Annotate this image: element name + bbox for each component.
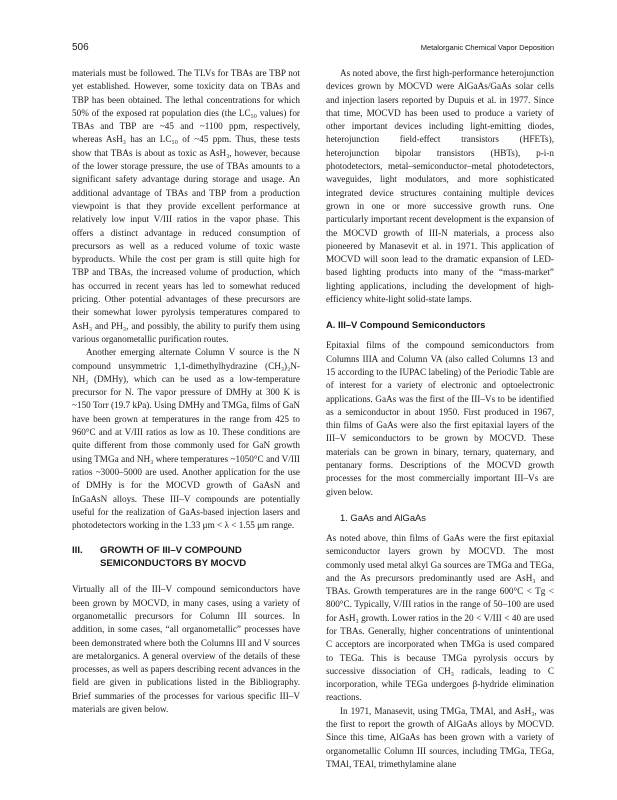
body-paragraph: Virtually all of the III–V compound semiconductors have been grown by MOCVD, in many cases, using a variety of organometallic precursors for Column III sources. In addition, in some cases, “all organometallic” processes have been demonstrated where both the Columns III and V sources are metalorganics. A general overview of the details of these processes, as well as papers describing recent advances in the field are given in publications listed in the Bibliography. Brief summaries of the processes for various specific III–V materials are given below. <box>72 584 300 715</box>
page-header <box>72 42 554 56</box>
body-paragraph: materials must be followed. The TLVs for TBAs are TBP not yet established. However, some toxicity data on TBAs and TBP has been obtained. The lethal concentrations for which 50% of the exposed rat population dies (the LC₅₀ values) for TBAs and TBP are ~45 and ~1100 ppm, respectively, whereas AsH₃ has an LC₅₀ of ~45 ppm. Thus, these tests show that TBAs is about as toxic as AsH₃, however, because of the lower storage pressure, the use of TBAs amounts to a significant safety advantage during storage and usage. An additional advantage of TBAs and TBP from a production viewpoint is that they provide excellent performance at relatively low input V/III ratios in the vapor phase. This offers a distinct advantage in reduced consumption of precursors as well as a reduced volume of toxic waste byproducts. While the cost per gram is still quite high for TBP and TBAs, the increased volume of production, which has occurred in recent years has led to somewhat reduced pricing. Other potential advantages of these precursors are their somewhat lower pyrolysis temperatures compared to AsH₃ and PH₃, and possibly, the ability to purify them using various organometallic purification routes. <box>72 68 300 344</box>
body-paragraph: As noted above, the first high-performance heterojunction devices grown by MOCVD were AlGaAs/GaAs solar cells and injection lasers reported by Dupuis et al. in 1977. Since that time, MOCVD has been used to produce a variety of other important devices including light-emitting diodes, heterojunction field-effect transistors (HFETs), heterojunction bipolar transistors (HBTs), p-i-n photodetectors, metal–semiconductor–metal photodetectors, waveguides, light modulators, and more sophisticated integrated device structures containing multiple devices grown in one or more successive growth runs. One particularly important recent development is the expansion of the MOCVD growth of III-N materials, a process also pioneered by Manasevit et al. in 1971. This application of MOCVD will soon lead to the dramatic expansion of LED-based lighting products into many of the “mass-market” lighting applications, including the development of high-efficiency white-light solid-state lamps. <box>326 68 554 305</box>
body-paragraph: Another emerging alternate Column V source is the N compound unsymmetric 1,1-dimethylhydrazine (CH₃)₂N-NH₂ (DMHy), which can be used as a low-temperature precursor for N. The vapor pressure of DMHy at 300 K is ~150 Torr (19.7 kPa). Using DMHy and TMGa, films of GaN have been grown at temperatures in the range from 425 to 960°C and at V/III ratios as low as 10. These conditions are quite different from those commonly used for GaN growth using TMGa and NH₃ where temperatures ~1050°C and V/III ratios ~3000–5000 are used. Another application for the use of DMHy is for the MOCVD growth of GaAsN and InGaAsN alloys. These III–V compounds are potentially useful for the realization of GaAs-based injection lasers and photodetectors working in the 1.33 μm < λ < 1.55 μm range. <box>72 347 300 531</box>
section-heading <box>72 545 300 570</box>
body-paragraph: Epitaxial films of the compound semiconductors from Columns IIIA and Column VA (also called Columns 13 and 15 according to the IUPAC labeling) of the Periodic Table are of interest for a variety of electronic and optoelectronic applications. GaAs was the first of the III–Vs to be identified as a semiconductor in about 1950. First produced in 1967, thin films of GaAs were also the first epitaxial layers of the III–V semiconductors to be grown by MOCVD. These materials can be grown in binary, ternary, quaternary, and pentanary forms. Descriptions of the MOCVD growth processes for the most commercially important III–Vs are given below. <box>326 340 554 497</box>
section-title-line1: GROWTH OF III–V COMPOUND <box>100 545 242 557</box>
body-paragraph: As noted above, thin films of GaAs were the first epitaxial semiconductor layers grown by MOCVD. The most commonly used metal alkyl Ga sources are TMGa and TEGa, and the As precursors predominantly used are AsH₃ and TBAs. Growth temperatures are in the range 600°C < Tg < 800°C. Typically, V/III ratios in the range of 50–100 are used for AsH₃ growth. Lower ratios in the 20 < V/III < 40 are used for TBAs. Generally, higher concentrations of unintentional C acceptors are incorporated when TMGa is used compared to TEGa. This is because TMGa pyrolysis occurs by successive dissociation of CH₃ radicals, leading to C incorporation, while TEGa undergoes β-hydride elimination reactions. <box>326 532 554 703</box>
subsubsection-heading: 1. GaAs and AlGaAs <box>340 511 426 523</box>
section-title-line2: SEMICONDUCTORS BY MOCVD <box>100 557 247 569</box>
subsection-heading: A. III–V Compound Semiconductors <box>326 319 486 331</box>
section-number: III. <box>72 545 83 557</box>
running-title: Metalorganic Chemical Vapor Deposition <box>420 43 554 52</box>
left-column <box>72 67 300 716</box>
page-number: 506 <box>72 42 89 53</box>
right-column <box>326 67 554 771</box>
body-paragraph: In 1971, Manasevit, using TMGa, TMAl, and AsH₃, was the first to report the growth of AlGaAs alloys by MOCVD. Since this time, AlGaAs has been grown with a variety of organometallic Column III sources, including TMGa, TEGa, TMAl, TEAl, trimethylamine alane <box>326 705 554 769</box>
